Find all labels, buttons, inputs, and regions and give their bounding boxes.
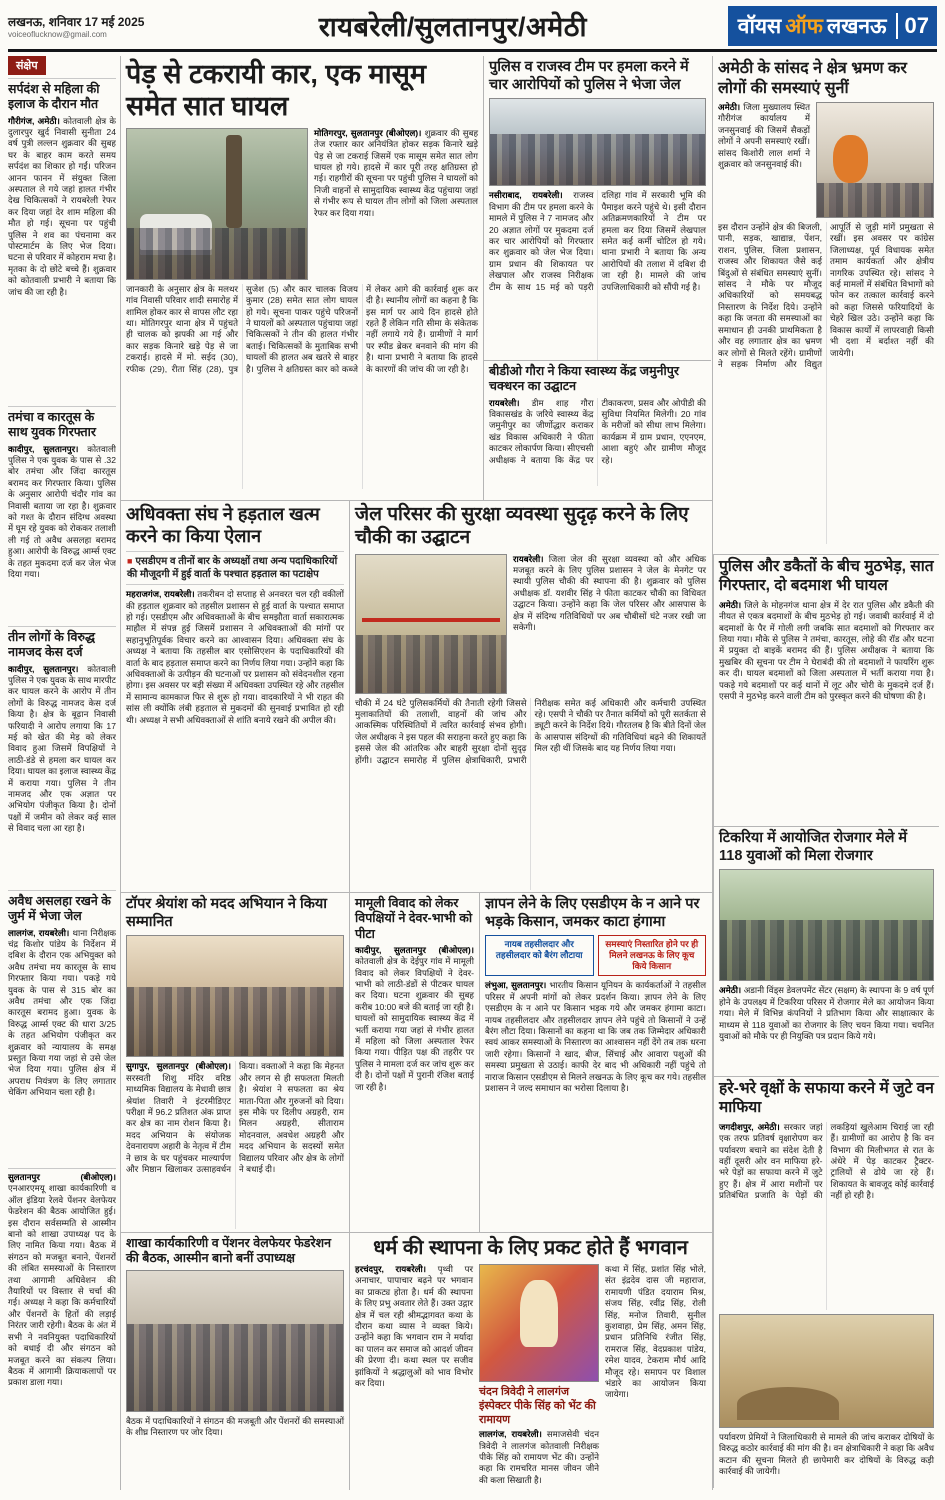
forest-text: सरकार जहां एक तरफ प्रतिवर्ष वृक्षारोपण कर पर्यावरण बचाने का संदेश देती है वहीं दूसरी ओर वन माफिया हरे-भरे पेड़ों का सफाया करने में जुटे हुए हैं। क्षेत्र में आरा मशीनों पर प्रतिबंधित प्रजाति के पेड़ों की लकड़ियां खुलेआम चिराई जा रही हैं। ग्रामीणों का आरोप है कि वन विभाग की मिलीभगत से रात के अंधेरे में पेड़ काटकर ट्रैक्टर-ट्रालियों से ढोये जा रहे हैं। शिकायत के बावजूद कोई कार्रवाई नहीं हो रही है। xyxy=(719,1121,934,1201)
encounter-headline: पुलिस और डकैतों के बीच मुठभेड़, सात गिरफ्तार, दो बदमाश भी घायल xyxy=(719,558,934,594)
federation-continuation-body xyxy=(8,1168,116,1389)
brief-snakebite-death xyxy=(8,78,116,404)
brief-body xyxy=(8,116,116,299)
federation-photo xyxy=(126,1270,344,1412)
mp-media-row xyxy=(718,102,934,218)
farmers-callout-1: नायब तहसीलदार और तहसीलदार को बैरंग लौटाया xyxy=(485,935,594,976)
jail-headline: जेल परिसर की सुरक्षा व्यवस्था सुदृढ़ करने के लिए चौकी का उद्घाटन xyxy=(355,504,689,548)
advocates-body xyxy=(126,589,344,726)
photo-deity-shape xyxy=(520,1280,558,1347)
forest-photo xyxy=(719,1314,934,1428)
center-row-1 xyxy=(121,56,712,500)
topper-photo xyxy=(126,935,344,1057)
police-attack-photo xyxy=(489,98,706,186)
contact-email: voiceoflucknow@gmail.com xyxy=(8,29,107,39)
article-topper-honoured xyxy=(121,893,349,1232)
jail-body-continued: चौकी में 24 घंटे पुलिसकर्मियों की तैनाती रहेगी जिससे मुलाकातियों की तलाशी, वाहनों की जांच और आकस्मिक परिस्थितियों में त्वरित कार्रवाई संभव होगी। जेल अधीक्षक ने इस पहल की सराहना करते हुए कहा कि इससे जेल की आंतरिक और बाहरी सुरक्षा दोनों सुदृढ़ होंगी। उद्घाटन समारोह में पुलिस क्षेत्राधिकारी, प्रभारी निरीक्षक समेत कई अधिकारी और कर्मचारी उपस्थित रहे। एसपी ने चौकी पर तैनात कर्मियों को पूरी सतर्कता से ड्यूटी करने के निर्देश दिये। गौरतलब है कि बीते दिनों जेल के आसपास संदिग्धों की गतिविधियां बढ़ने की शिकायतें मिल रही थीं जिसके बाद यह निर्णय लिया गया। xyxy=(355,697,706,765)
federation-continuation-text: एनआरएमयू शाखा कार्यकारिणी व ऑल इंडिया रेलवे पेंशनर वेलफेयर फेडरेशन की बैठक आयोजित हुई। इस दौरान सर्वसम्मति से आस्मीन बानो को शाखा उपाध्यक्ष पद के लिए नामित किया गया। बैठक में संगठन को मजबूत बनाने, पेंशनरों की लंबित समस्याओं के निस्तारण तथा आगामी अधिवेशन की तैयारियों पर विस्तार से चर्चा की गई। अध्यक्ष ने कहा कि कर्मचारियों और पेंशनरों के हितों की लड़ाई निरंतर जारी रहेगी। बैठक के अंत में सभी ने नवनियुक्त पदाधिकारियों को बधाई दी और संगठन को मजबूत करने का संकल्प लिया। बैठक में आगामी क्रियाकलापों पर प्रकाश डाला गया। xyxy=(8,1183,116,1388)
jobfair-dateline: अमेठी। xyxy=(719,985,742,996)
briefs-section-label: संक्षेप xyxy=(8,56,46,75)
jail-lead xyxy=(513,554,706,694)
federation-story-continuation xyxy=(8,1168,116,1488)
photo-visitors-band xyxy=(817,183,933,217)
photo-candidates-band xyxy=(720,920,933,981)
page-number: 07 xyxy=(896,13,929,39)
dharma-names-list: कथा में सिंह, प्रशांत सिंह भोले, संत इंद्रदेव दास जी महाराज, रामायणी पंडित दयाराम मिश्र, संजय सिंह, रवींद्र सिंह, रोली सिंह, मनोज तिवारी, सुनील कुशवाहा, प्रेम सिंह, अमन सिंह, प्रधान प्रतिनिधि रंजीत सिंह, रामराज सिंह, वेदप्रकाश पांडेय, रमेश यादव, टेकराम मौर्य आदि मौजूद रहे। समापन पर विशाल भंडारे का आयोजन किया जायेगा। xyxy=(605,1264,706,1400)
bullet-icon: ■ xyxy=(127,556,133,567)
dharma-body xyxy=(355,1264,473,1486)
forest-body-continued: पर्यावरण प्रेमियों ने जिलाधिकारी से मामले की जांच कराकर दोषियों के विरुद्ध कठोर कार्रवाई की मांग की है। वन क्षेत्राधिकारी ने कहा कि अवैध कटान की सूचना मिलते ही छापेमारी कर दोषियों के विरुद्ध कड़ी कार्रवाई की जायेगी। xyxy=(719,1431,934,1477)
center-row-2 xyxy=(121,500,712,892)
photo-group-band xyxy=(127,987,343,1057)
accident-lead xyxy=(314,128,478,280)
article-advocates-strike xyxy=(121,501,349,892)
ramayan-text: समाजसेवी चंदन त्रिवेदी ने लालगंज कोतवाली निरीक्षक पीके सिंह को रामायण भेंट की। उन्होंने कहा कि रामचरित मानस जीवन जीने की कला सिखाती है। xyxy=(479,1429,599,1485)
center-row-4 xyxy=(121,1232,712,1490)
brief-dateline: लालगंज, रायबरेली। xyxy=(8,927,70,938)
accident-photo xyxy=(126,128,308,280)
accident-dateline: मोतिगरपुर, सुलतानपुर (बीओएल)। xyxy=(314,127,422,138)
brief-text: कोतवाली क्षेत्र के दुलारपुर खुर्द निवासी सुनीता 24 वर्ष पुत्री लल्लन शुक्रवार की सुबह घर के बाहर काम करते समय सर्पदंश का शिकार हो गईं। परिजन आनन फानन में संयुक्त जिला अस्पताल ले गये जहां हालत गंभीर देख चिकित्सकों ने रायबरेली रेफर कर दिया जहां देर शाम महिला की मौत हो गई। सूचना पर पहुंची पुलिस ने शव का पंचनामा कर पोस्टमार्टम के लिए भेज दिया। घटना से परिवार में कोहराम मचा है। मृतका के दो छोटे बच्चे हैं। शुक्रवार को कोतवाली प्रभारी ने बताया कि जांच की जा रही है। xyxy=(8,115,116,297)
brief-text: थाना निरीक्षक चंद्र किशोर पांडेय के निर्देशन में दबिश के दौरान एक अभियुक्त को अवैध तमंचा मय कारतूस के साथ गिरफ्तार किया गया। पकड़े गये युवक के पास से 315 बोर का अवैध तमंचा और एक जिंदा कारतूस बरामद हुआ। युवक के विरुद्ध आर्म्स एक्ट की धारा 3/25 के तहत अभियोग पंजीकृत कर शुक्रवार को न्यायालय के समक्ष प्रस्तुत किया गया जहां से उसे जेल भेज दिया गया। पुलिस क्षेत्र में अपराध नियंत्रण के लिए लगातार चेकिंग अभियान चला रही है। xyxy=(8,927,116,1098)
advocates-subhead-text: एसडीएम व तीनों बार के अध्यक्षों तथा अन्य पदाधिकारियों की मौजूदगी में हुई वार्ता के पश्चात हड़ताल का पटाक्षेप xyxy=(127,556,338,581)
photo-people-band xyxy=(490,134,705,186)
police-attack-dateline: नसीराबाद, रायबरेली। xyxy=(489,190,563,201)
brief-dateline: कादीपुर, सुलतानपुर। xyxy=(8,663,79,674)
farmers-callouts xyxy=(485,935,706,976)
region-title: रायबरेली/सुलतानपुर/अमेठी xyxy=(318,12,587,42)
article-pensioner-federation xyxy=(121,1233,349,1490)
photo-officers-band xyxy=(356,635,506,693)
ramayan-dateline: लालगंज, रायबरेली। xyxy=(479,1429,542,1440)
bdo-dateline: रायबरेली। xyxy=(489,397,520,408)
forest-body xyxy=(719,1122,934,1310)
newspaper-brand xyxy=(728,6,937,46)
police-attack-text: राजस्व विभाग की टीम पर हमला करने के मामले में पुलिस ने 7 नामजद और 20 अज्ञात लोगों पर मुकदमा दर्ज कर चार आरोपियों को गिरफ्तार कर शुक्रवार को जेल भेज दिया। ग्राम प्रधान की शिकायत पर लेखपाल और राजस्व निरीक्षक टीम के साथ 15 मई को पड़री दलिहा गांव में सरकारी भूमि की पैमाइश करने पहुंचे थे। इसी दौरान अतिक्रमणकारियों ने टीम पर हमला कर दिया जिसमें लेखपाल समेत कई कर्मी चोटिल हो गये। थाना प्रभारी ने बताया कि अन्य आरोपियों की तलाश में दबिश दी जा रही है। मामले की जांच उपजिलाधिकारी को सौंपी गई है। xyxy=(489,190,706,292)
article-job-fair xyxy=(713,826,939,1076)
bdo-headline: बीडीओ गौरा ने किया स्वास्थ्य केंद्र जमुनीपुर चक्धरन का उद्घाटन xyxy=(489,364,679,394)
forest-headline: हरे-भरे वृक्षों के सफाया करने में जुटे वन माफिया xyxy=(719,1080,934,1116)
advocates-text: तकरीबन दो सप्ताह से अनवरत चल रही वकीलों की हड़ताल शुक्रवार को तहसील प्रशासन से हुई वार्ता के पश्चात समाप्त हो गई। एसडीएम और अधिवक्ताओं के बीच समझौता वार्ता सकारात्मक माहौल में संपन्न हुई जिसमें प्रशासन ने अधिवक्ताओं की मांगों पर सहानुभूतिपूर्वक विचार करने का आश्वासन दिया। अधिवक्ता संघ के अध्यक्ष ने बताया कि तहसील बार एसोसिएशन के पदाधिकारियों की वार्ता के बाद हड़ताल समाप्त करने का निर्णय लिया गया। उन्होंने कहा कि अधिवक्ताओं के उत्पीड़न की घटनाओं पर प्रशासन को संवेदनशील रहना होगा। इस अवसर पर बड़ी संख्या में अधिवक्ता उपस्थित रहे और तहसील में सामान्य कामकाज फिर से शुरू हो गया। वादकारियों ने भी राहत की सांस ली क्योंकि लंबी हड़ताल से मुकदमों की सुनवाई प्रभावित हो रही थी। अध्यक्ष ने सभी अधिवक्ताओं से शांति बनाये रखने की अपील की। xyxy=(126,589,344,725)
federation-headline: शाखा कार्यकारिणी व पेंशनर वेलफेयर फेडरेशन की बैठक, आस्मीन बानो बनीं उपाध्यक्ष xyxy=(126,1236,332,1266)
edition-info xyxy=(8,13,178,39)
brief-body xyxy=(8,444,116,581)
encounter-dateline: अमेठी। xyxy=(719,599,742,610)
article-police-team-attack xyxy=(484,56,711,360)
brand-word-of: ऑफ xyxy=(785,14,823,38)
brand-word-lucknow: लखनऊ xyxy=(826,14,887,38)
right-column xyxy=(712,56,939,1490)
photo-person-shape xyxy=(833,135,868,183)
center-zone xyxy=(121,56,712,1490)
article-car-accident xyxy=(121,56,483,500)
brief-text: कोतवाली पुलिस ने एक युवक के पास से .32 बोर तमंचा और जिंदा कारतूस बरामद कर गिरफ्तार किया। पुलिस के अनुसार आरोपी चंदौर गांव का निवासी बताया जा रहा है। शुक्रवार को गश्त के दौरान संदिग्ध अवस्था में घूम रहे युवक को रोककर तलाशी ली गई तो अवैध असलहा बरामद हुआ। आरोपी के विरुद्ध आर्म्स एक्ट के तहत मुकदमा दर्ज कर जेल भेज दिया गया। xyxy=(8,443,116,579)
photo-crowd-shape xyxy=(127,228,307,279)
beating-dateline: कादीपुर, सुलतानपुर (बीओएल)। xyxy=(355,944,474,955)
jobfair-text: अडानी विंड्स डेवलपमेंट सेंटर (सक्षम) के स्थापना के 9 वर्ष पूर्ण होने के उपलक्ष्य में टिकरिया परिसर में रोजगार मेले का आयोजन किया गया। मेले में विभिन्न कंपनियों ने प्रतिभाग किया और साक्षात्कार के माध्यम से 118 युवाओं का रोजगार के लिए चयन किया गया। चयनित युवाओं को मौके पर ही नियुक्ति पत्र प्रदान किये गये। xyxy=(719,985,934,1041)
article-brother-sisterinlaw-beaten xyxy=(349,893,479,1232)
mp-dateline: अमेठी। xyxy=(718,102,741,113)
article-jail-security-post xyxy=(349,501,711,892)
police-bdo-stack xyxy=(483,56,711,500)
beating-body xyxy=(355,945,474,1093)
ramayan-gift-headline: चंदन त्रिवेदी ने लालगंज इंस्पेक्टर पीके सिंह को भेंट की रामायण xyxy=(479,1386,596,1426)
police-attack-body xyxy=(489,190,706,360)
ramayan-gift-body xyxy=(479,1429,599,1486)
brief-dateline: कादीपुर, सुलतानपुर। xyxy=(8,443,79,454)
brief-illegal-arms-jail xyxy=(8,890,116,1166)
encounter-text: जिले के मोहनगंज थाना क्षेत्र में देर रात पुलिस और डकैती की नीयत से एकत्र बदमाशों के बीच मुठभेड़ हो गई। जवाबी कार्रवाई में दो बदमाशों के पैर में गोली लगी जबकि सात बदमाशों को गिरफ्तार कर लिया गया। मौके से पुलिस ने तमंचा, कारतूस, लोहे की रॉड और घटना में प्रयुक्त दो बाइकें बरामद की हैं। पुलिस अधीक्षक ने बताया कि मुखबिर की सूचना पर टीम ने घेराबंदी की तो बदमाशों ने फायरिंग शुरू कर दी। घायल बदमाशों को जिला अस्पताल में भर्ती कराया गया है। पकड़े गये बदमाशों पर कई थानों में लूट और चोरी के मुकदमे दर्ज हैं। एसपी ने मुठभेड़ करने वाली टीम को पुरस्कृत करने की घोषणा की है। xyxy=(719,599,934,702)
jail-lead-text: जिला जेल की सुरक्षा व्यवस्था को और अधिक मजबूत करने के लिए पुलिस प्रशासन ने जेल के मेनगेट पर स्थायी पुलिस चौकी की स्थापना की है। शुक्रवार को पुलिस अधीक्षक डॉ. यशवीर सिंह ने फीता काटकर चौकी का विधिवत उद्घाटन किया। उन्होंने कहा कि जेल परिसर और आसपास के क्षेत्र में संदिग्ध गतिविधियों पर अब चौबीसों घंटे नजर रखी जा सकेगी। xyxy=(513,553,706,633)
brief-body xyxy=(8,664,116,835)
brief-headline: तमंचा व कारतूस के साथ युवक गिरफ्तार xyxy=(8,406,116,441)
beating-text: कोतवाली क्षेत्र के देईपुर गांव में मामूली विवाद को लेकर विपक्षियों ने देवर-भाभी को लाठी-डंडों से पीटकर घायल कर दिया। घटना शुक्रवार की सुबह करीब 10:00 बजे की बताई जा रही है। घायलों को सामुदायिक स्वास्थ्य केंद्र में भर्ती कराया गया जहां से गंभीर हालत में महिला को जिला अस्पताल रेफर किया गया। पीड़ित पक्ष की तहरीर पर पुलिस ने मामला दर्ज कर जांच शुरू कर दी है। दोनों पक्षों में पुरानी रंजिश बताई जा रही है। xyxy=(355,956,474,1092)
farmers-text: भारतीय किसान यूनियन के कार्यकर्ताओं ने तहसील परिसर में अपनी मांगों को लेकर प्रदर्शन किया। ज्ञापन लेने के लिए एसडीएम के न आने पर किसान भड़क गये और जमकर हंगामा काटा। नायब तहसीलदार और तहसीलदार ज्ञापन लेने पहुंचे तो किसानों ने उन्हें बैरंग लौटा दिया। किसानों का कहना था कि जब तक जिम्मेदार अधिकारी स्वयं आकर समस्याओं के निस्तारण का आश्वासन नहीं देंगे तब तक धरना जारी रहेगा। किसानों ने खाद, बीज, सिंचाई और आवारा पशुओं की समस्या प्रमुखता से उठाई। काफी देर बाद भी अधिकारी नहीं पहुंचे तो नाराज किसान एसडीएम से मिलने लखनऊ के लिए कूच कर गये। तहसील प्रशासन ने जल्द समाधान का भरोसा दिलाया है। xyxy=(485,980,707,1093)
city-dateline: लखनऊ, शनिवार 17 मई 2025 xyxy=(8,14,145,29)
dharma-headline: धर्म की स्थापना के लिए प्रकट होते हैं भगवान xyxy=(373,1237,688,1259)
farmers-headline: ज्ञापन लेने के लिए एसडीएम के न आने पर भड़के किसान, जमकर काटा हंगामा xyxy=(485,896,700,930)
jail-media-row xyxy=(355,554,706,694)
dharma-media-row xyxy=(355,1264,706,1486)
topper-dateline: सुगापुर, सुलतानपुर (बीओएल)। xyxy=(126,1061,231,1072)
advocates-subhead xyxy=(126,551,344,585)
mp-photo xyxy=(816,102,934,218)
jobfair-headline: टिकरिया में आयोजित रोजगार मेले में 118 युवाओं को मिला रोजगार xyxy=(719,830,908,864)
brand-word-voice: वॉयस xyxy=(737,14,782,38)
center-row-3 xyxy=(121,892,712,1232)
photo-timber-shape xyxy=(737,1387,839,1421)
accident-body-continued: जानकारी के अनुसार क्षेत्र के मलथर गांव निवासी परिवार शादी समारोह में शामिल होकर कार से वापस लौट रहा था। मोतिगरपुर थाना क्षेत्र में पहुंचते ही चालक को झपकी आ गई और कार सड़क किनारे खड़े पेड़ से जा टकराई। हादसे में मो. सईद (30), रफीक (29), रीता सिंह (28), पुत्र सुजेश (5) और कार चालक विजय कुमार (28) समेत सात लोग घायल हो गये। सूचना पाकर पहुंचे परिजनों ने घायलों को अस्पताल पहुंचाया जहां चिकित्सकों ने तीन की हालत गंभीर बताई। चिकित्सकों के मुताबिक सभी घायलों की हालत अब खतरे से बाहर है। पुलिस ने क्षतिग्रस्त कार को कब्जे में लेकर आगे की कार्रवाई शुरू कर दी है। स्थानीय लोगों का कहना है कि इस मार्ग पर आये दिन हादसे होते रहते हैं लेकिन गति सीमा के संकेतक नहीं लगाये गये हैं। ग्रामीणों ने मार्ग पर स्पीड ब्रेकर बनवाने की मांग की है। थाना प्रभारी ने बताया कि हादसे के कारणों की जांच की जा रही है। xyxy=(126,283,478,374)
dharma-photo xyxy=(479,1264,599,1382)
brief-body xyxy=(8,928,116,1099)
photo-meeting-band xyxy=(127,1324,343,1411)
jail-photo xyxy=(355,554,507,694)
mp-headline: अमेठी के सांसद ने क्षेत्र भ्रमण कर लोगों की समस्याएं सुनीं xyxy=(718,60,907,97)
article-dacoit-encounter xyxy=(713,554,939,826)
jobfair-photo xyxy=(719,869,934,981)
advocates-dateline: महराजगंज, रायबरेली। xyxy=(126,589,195,600)
encounter-body xyxy=(719,600,934,703)
jail-dateline: रायबरेली। xyxy=(513,553,544,564)
photo-tree-shape xyxy=(226,135,242,228)
brief-headline: अवैध असलहा रखने के जुर्म में भेजा जेल xyxy=(8,890,116,925)
article-dharma-katha xyxy=(349,1233,711,1490)
accident-media-row xyxy=(126,128,478,280)
dharma-dateline: हरचंदपुर, रायबरेली। xyxy=(355,1264,427,1274)
brief-headline: तीन लोगों के विरुद्ध नामजद केस दर्ज xyxy=(8,626,116,661)
farmers-callout-2: समस्याएं निस्तारित होने पर ही मिलने लखनऊ के लिए कूच किये किसान xyxy=(598,935,707,976)
masthead xyxy=(8,6,937,52)
brief-dateline: गौरीगंज, अमेठी। xyxy=(8,115,60,126)
beating-headline: मामूली विवाद को लेकर विपक्षियों ने देवर-भाभी को पीटा xyxy=(355,896,473,941)
forest-dateline: जगदीशपुर, अमेठी। xyxy=(719,1121,780,1132)
federation-dateline: सुलतानपुर (बीओएल)। xyxy=(8,1172,116,1182)
brief-pistol-arrest xyxy=(8,406,116,624)
federation-caption: बैठक में पदाधिकारियों ने संगठन की मजबूती और पेंशनरों की समस्याओं के शीघ्र निस्तारण पर जोर दिया। xyxy=(126,1415,344,1437)
police-attack-headline: पुलिस व राजस्व टीम पर हमला करने में चार आरोपियों को पुलिस ने भेजा जेल xyxy=(489,59,689,93)
farmers-dateline: लंभुआ, सुलतानपुर। xyxy=(485,980,547,991)
mp-lead-text: जिला मुख्यालय स्थित गौरीगंज कार्यालय में जनसुनवाई की जिसमें सैकड़ों लोगों ने अपनी समस्याएं रखीं। सांसद किशोरी लाल शर्मा ने शुक्रवार को जनसुनवाई की। xyxy=(718,102,810,170)
article-bdo-health-centre xyxy=(484,360,711,498)
article-mp-public-hearing xyxy=(713,56,939,554)
brief-named-case xyxy=(8,626,116,888)
brief-headline: सर्पदंश से महिला की इलाज के दौरान मौत xyxy=(8,78,116,113)
bdo-body xyxy=(489,398,706,486)
topper-text: सरस्वती शिशु मंदिर वरिष्ठ माध्यमिक विद्यालय के मेधावी छात्र श्रेयांश तिवारी ने इंटरमीडिएट परीक्षा में 96.2 प्रतिशत अंक प्राप्त कर क्षेत्र का नाम रोशन किया है। मदद अभियान के संयोजक देवनारायण अहारी के नेतृत्व में टीम ने छात्र के घर पहुंचकर माल्यार्पण और मिष्ठान खिलाकर उत्साहवर्धन किया। वक्ताओं ने कहा कि मेहनत और लगन से ही सफलता मिलती है। श्रेयांश ने सफलता का श्रेय माता-पिता और गुरुजनों को दिया। इस मौके पर दिलीप अग्रहरी, राम मिलन अग्रहरी, सीताराम मोदनवाल, अवधेश अग्रहरी और मदद अभियान के सदस्यों समेत विद्यालय परिवार और क्षेत्र के लोगों ने बधाई दी। xyxy=(126,1061,344,1175)
bdo-text: डीम शाह गौरा विकासखंड के जरिये स्वास्थ्य केंद्र जमुनीपुर का जीर्णोद्धार कराकर खंड विकास अधिकारी ने फीता काटकर लोकार्पण किया। सीएचसी अधीक्षक ने बताया कि केंद्र पर टीकाकरण, प्रसव और ओपीडी की सुविधा नियमित मिलेगी। 20 गांव के मरीजों को सीधा लाभ मिलेगा। कार्यक्रम में ग्राम प्रधान, एएनएम, आशा बहुएं और ग्रामीण मौजूद रहे। xyxy=(489,397,706,465)
topper-headline: टॉपर श्रेयांश को मदद अभियान ने किया सम्मानित xyxy=(126,896,327,930)
dharma-text: पृथ्वी पर अनाचार, पापाचार बढ़ने पर भगवान का प्राकट्य होता है। धर्म की स्थापना के लिए प्रभु अवतार लेते हैं। उक्त उद्गार क्षेत्र में चल रही श्रीमद्भागवत कथा के दौरान कथा व्यास ने व्यक्त किये। उन्होंने कहा कि भगवान राम ने मर्यादा का पालन कर समाज को आदर्श जीवन की प्रेरणा दी। कथा स्थल पर सजीव झांकियों ने श्रद्धालुओं को भाव विभोर कर दिया। xyxy=(355,1264,473,1389)
advocates-headline: अधिवक्ता संघ ने हड़ताल खत्म करने का किया ऐलान xyxy=(126,504,320,546)
topper-body xyxy=(126,1061,344,1229)
mp-lead xyxy=(718,102,810,218)
article-farmers-protest xyxy=(479,893,711,1232)
farmers-body xyxy=(485,980,706,1094)
accident-headline: पेड़ से टकरायी कार, एक मासूम समेत सात घायल xyxy=(126,59,427,121)
jobfair-body xyxy=(719,985,934,1042)
photo-ribbon-shape xyxy=(362,618,500,622)
dharma-middle-stack xyxy=(479,1264,599,1486)
mp-body-continued: इस दौरान उन्होंने क्षेत्र की बिजली, पानी, सड़क, खाद्यान्न, पेंशन, राशन, पुलिस, जिला प्रशासन, राजस्व और शिकायत जैसे कई बिंदुओं से संबंधित समस्याएं सुनीं। सांसद ने मौके पर मौजूद अधिकारियों को समयबद्ध निस्तारण के निर्देश दिये। उन्होंने कहा कि जनता की समस्याओं का समाधान ही उनकी प्राथमिकता है और वह लगातार क्षेत्र का भ्रमण कर लोगों से मिलते रहेंगे। ग्रामीणों ने सड़क निर्माण और विद्युत आपूर्ति से जुड़ी मांगें प्रमुखता से रखीं। इस अवसर पर कांग्रेस जिलाध्यक्ष, पूर्व विधायक समेत तमाम कार्यकर्ता और क्षेत्रीय नागरिक उपस्थित रहे। सांसद ने कई मामलों में संबंधित विभागों को फोन कर तत्काल कार्रवाई करने को कहा जिससे फरियादियों के चेहरे खिल उठे। उन्होंने कहा कि विकास कार्यों में लापरवाही किसी भी दशा में बर्दाश्त नहीं की जायेगी। xyxy=(718,222,934,369)
briefs-column xyxy=(8,56,121,1490)
accident-lead-text: शुक्रवार की सुबह तेज रफ्तार कार अनियंत्रित होकर सड़क किनारे खड़े पेड़ से जा टकराई जिसमें एक मासूम समेत सात लोग घायल हो गये। हादसे में कार पूरी तरह क्षतिग्रस्त हो गई। राहगीरों की सूचना पर पहुंची पुलिस ने घायलों को निजी वाहनों से सामुदायिक स्वास्थ्य केंद्र पहुंचाया जहां से गंभीर रूप से घायल तीन लोगों को जिला अस्पताल रेफर कर दिया गया। xyxy=(314,127,479,218)
article-forest-mafia xyxy=(713,1076,939,1488)
brief-text: कोतवाली पुलिस ने एक युवक के साथ मारपीट कर घायल करने के आरोप में तीन लोगों के विरुद्ध नामजद केस दर्ज किया है। क्षेत्र के बूढ़ान निवासी फरियादी ने आरोप लगाया कि 17 मई को खेत की मेड़ को लेकर विवाद हुआ जिसमें विपक्षियों ने लाठी-डंडे से हमला कर घायल कर दिया। घायल का इलाज स्वास्थ्य केंद्र में कराया गया। पुलिस ने तीन नामजद और एक अज्ञात पर अभियोग पंजीकृत किया है। दोनों पक्षों में जमीन को लेकर कई साल से विवाद चला आ रहा है। xyxy=(8,663,116,834)
page-content xyxy=(8,56,937,1490)
